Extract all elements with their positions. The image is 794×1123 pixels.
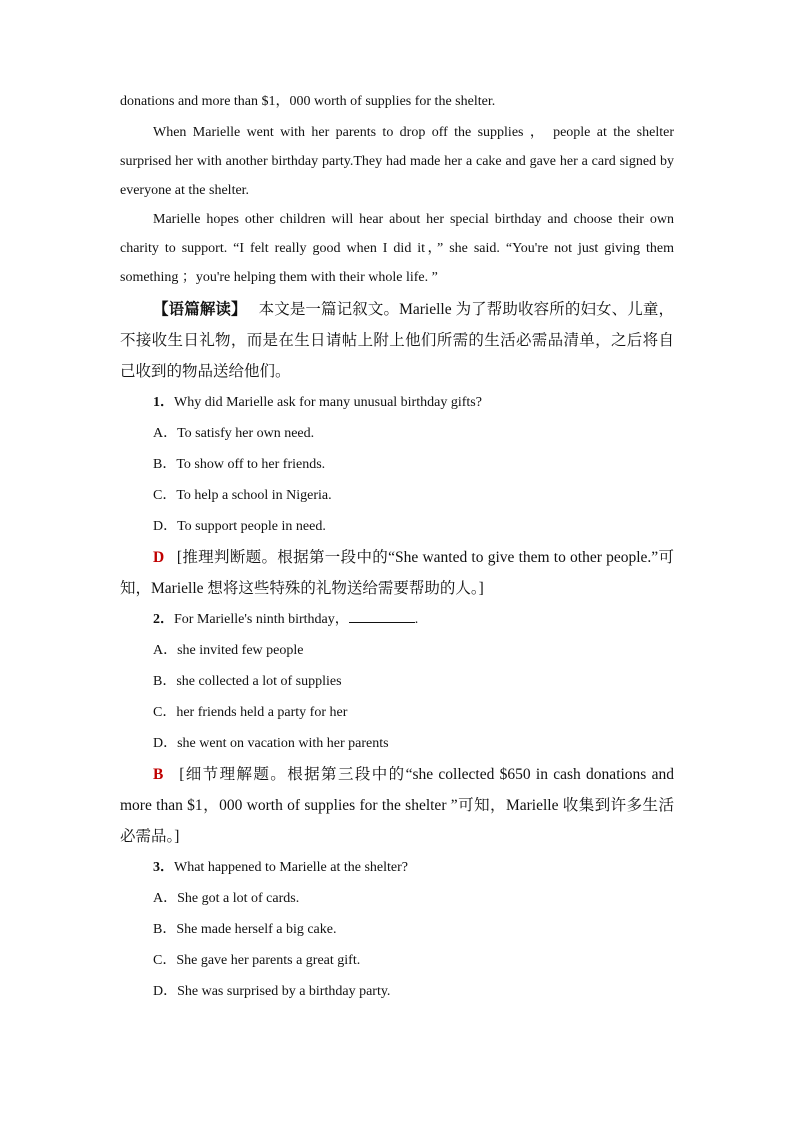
question-number: 2．: [153, 612, 174, 627]
answer-letter: B: [153, 766, 164, 783]
question-2-option-a: A．she invited few people: [153, 643, 304, 658]
question-number: 1．: [153, 395, 174, 410]
question-text: Why did Marielle ask for many unusual birthday gifts?: [174, 395, 482, 410]
passage-line-1: donations and more than $1，000 worth of supplies for the shelter.: [120, 94, 496, 109]
analysis-label: 【语篇解读】: [153, 301, 247, 318]
passage-paragraph-2: When Marielle went with her parents to drop off the supplies ， people at the shelter surprised her with another birthday party.They had made her a cake and gave her a card signed by everyone at the shelter.: [120, 125, 674, 198]
question-2-option-c: C．her friends held a party for her: [153, 705, 348, 720]
question-3-option-d: D．She was surprised by a birthday party.: [153, 984, 391, 999]
question-text: What happened to Marielle at the shelter?: [174, 860, 409, 875]
question-1-explanation: [120, 542, 674, 604]
question-2-explanation: [120, 759, 674, 852]
question-3-option-b: B．She made herself a big cake.: [153, 922, 337, 937]
answer-blank: [349, 610, 415, 623]
discourse-analysis: [120, 294, 674, 387]
question-1-option-b: B．To show off to her friends.: [153, 457, 326, 472]
question-1-option-d: D．To support people in need.: [153, 519, 326, 534]
explanation-text: [细节理解题。根据第三段中的“she collected $650 in cash donations and more than $1，000 worth of supplies for the shelter ”可知，Marielle 收集到许多生活必需品。]: [120, 766, 674, 845]
question-2-stem: [120, 604, 674, 635]
explanation-text: [推理判断题。根据第一段中的“She wanted to give them to other people.”可知，Marielle 想将这些特殊的礼物送给需要帮助的人。]: [120, 549, 675, 597]
question-3-option-c: C．She gave her parents a great gift.: [153, 953, 361, 968]
question-number: 3．: [153, 860, 174, 875]
document-page: [120, 92, 674, 1007]
question-1-option-c: C．To help a school in Nigeria.: [153, 488, 332, 503]
analysis-text: 本文是一篇记叙文。Marielle 为了帮助收容所的妇女、儿童，不接收生日礼物，而是在生日请帖上附上他们所需的生活必需品清单，之后将自己收到的物品送给他们。: [120, 301, 674, 380]
question-text-end: .: [414, 612, 419, 627]
question-2-option-b: B．she collected a lot of supplies: [153, 674, 342, 689]
question-text: For Marielle's ninth birthday，: [174, 612, 349, 627]
question-1-option-a: A．To satisfy her own need.: [153, 426, 315, 441]
question-3-stem: [120, 852, 674, 883]
question-1-stem: [120, 387, 674, 418]
question-3-option-a: A．She got a lot of cards.: [153, 891, 300, 906]
passage-paragraph-3: Marielle hopes other children will hear about her special birthday and choose their own charity to support. “I felt really good when I did it，” she said. “You're not just giving them something ；you're helping them with their whole life. ”: [120, 212, 674, 285]
answer-letter: D: [153, 549, 165, 566]
question-2-option-d: D．she went on vacation with her parents: [153, 736, 389, 751]
